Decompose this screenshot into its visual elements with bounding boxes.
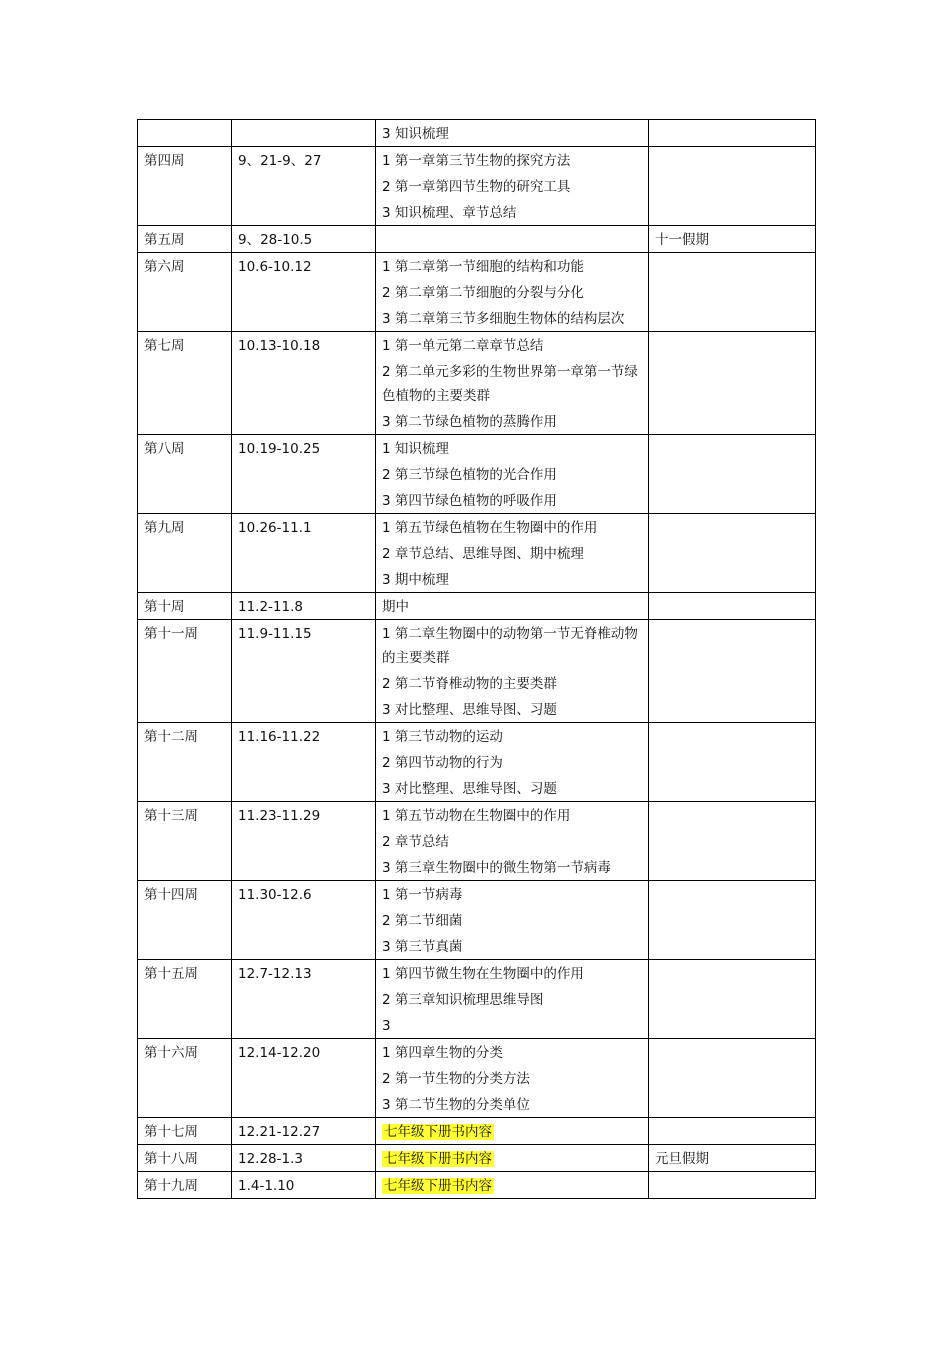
- content-line: [382, 698, 642, 722]
- table-row: [138, 435, 816, 514]
- note-cell: [649, 514, 816, 593]
- content-line: [382, 175, 642, 199]
- content-cell: [376, 1118, 649, 1145]
- content-cell: [376, 435, 649, 514]
- note-cell: [649, 332, 816, 435]
- note-cell: [649, 960, 816, 1039]
- content-line: [382, 988, 642, 1012]
- content-text: 2 章节总结: [382, 834, 449, 850]
- week-cell: 第十四周: [138, 881, 232, 960]
- date-range-cell: 11.2-11.8: [232, 593, 376, 620]
- content-text: 3 第四节绿色植物的呼吸作用: [382, 493, 557, 509]
- content-cell: [376, 332, 649, 435]
- table-row: [138, 960, 816, 1039]
- week-cell: 第七周: [138, 332, 232, 435]
- date-range-cell: 10.6-10.12: [232, 253, 376, 332]
- content-line: [382, 751, 642, 775]
- content-cell: [376, 723, 649, 802]
- date-range-cell: 10.26-11.1: [232, 514, 376, 593]
- date-range-cell: 12.21-12.27: [232, 1118, 376, 1145]
- content-text: 1 第二章生物圈中的动物第一节无脊椎动物的主要类群: [382, 626, 638, 666]
- note-cell: [649, 1172, 816, 1199]
- content-text: 1 第一章第三节生物的探究方法: [382, 153, 571, 169]
- note-cell: [649, 593, 816, 620]
- table-row: [138, 802, 816, 881]
- highlighted-text: 七年级下册书内容: [384, 1178, 492, 1194]
- content-text: 1 第五节动物在生物圈中的作用: [382, 808, 571, 824]
- week-cell: 第十六周: [138, 1039, 232, 1118]
- week-cell: 第十周: [138, 593, 232, 620]
- content-line: [382, 201, 642, 225]
- note-cell: [649, 120, 816, 147]
- date-range-cell: 10.19-10.25: [232, 435, 376, 514]
- content-text: 2 第二节脊椎动物的主要类群: [382, 676, 557, 692]
- content-line: [382, 1041, 642, 1065]
- table-row: [138, 593, 816, 620]
- content-text: 3 知识梳理: [382, 126, 449, 142]
- table-row: [138, 332, 816, 435]
- table-row: [138, 620, 816, 723]
- content-cell: [376, 802, 649, 881]
- content-line: [382, 962, 642, 986]
- table-row: [138, 1039, 816, 1118]
- content-text: 2 第二章第二节细胞的分裂与分化: [382, 285, 584, 301]
- table-row: [138, 147, 816, 226]
- week-cell: 第十三周: [138, 802, 232, 881]
- content-cell: [376, 253, 649, 332]
- table-row: [138, 723, 816, 802]
- date-range-cell: 9、21-9、27: [232, 147, 376, 226]
- date-range-cell: 1.4-1.10: [232, 1172, 376, 1199]
- content-cell: [376, 1039, 649, 1118]
- content-line: [382, 516, 642, 540]
- content-text: 3 期中梳理: [382, 572, 449, 588]
- content-text: 3 对比整理、思维导图、习题: [382, 702, 557, 718]
- week-cell: [138, 120, 232, 147]
- content-text: 2 第三章知识梳理思维导图: [382, 992, 544, 1008]
- content-text: 3: [382, 1018, 391, 1034]
- content-text: 1 第五节绿色植物在生物圈中的作用: [382, 520, 598, 536]
- content-text: 期中: [382, 599, 409, 615]
- week-cell: 第十八周: [138, 1145, 232, 1172]
- content-cell: [376, 1172, 649, 1199]
- content-line: [382, 489, 642, 513]
- content-cell: [376, 147, 649, 226]
- content-cell: [376, 960, 649, 1039]
- content-cell: [376, 881, 649, 960]
- week-cell: 第十九周: [138, 1172, 232, 1199]
- table-row: [138, 253, 816, 332]
- content-text: 2 第一章第四节生物的研究工具: [382, 179, 571, 195]
- week-cell: 第十五周: [138, 960, 232, 1039]
- content-line: [382, 568, 642, 592]
- table-row: [138, 120, 816, 147]
- content-line: [382, 255, 642, 279]
- content-text: 3 第二节生物的分类单位: [382, 1097, 530, 1113]
- table-row: [138, 1118, 816, 1145]
- highlighted-text: 七年级下册书内容: [384, 1151, 492, 1167]
- note-cell: [649, 620, 816, 723]
- content-line: [382, 1147, 642, 1171]
- date-range-cell: 12.28-1.3: [232, 1145, 376, 1172]
- content-cell: [376, 514, 649, 593]
- week-cell: 第六周: [138, 253, 232, 332]
- content-line: [382, 1120, 642, 1144]
- date-range-cell: 9、28-10.5: [232, 226, 376, 253]
- content-line: [382, 883, 642, 907]
- content-line: [382, 856, 642, 880]
- note-cell: [649, 802, 816, 881]
- content-cell: [376, 593, 649, 620]
- content-text: 1 知识梳理: [382, 441, 449, 457]
- content-line: [382, 149, 642, 173]
- content-line: [382, 909, 642, 933]
- content-line: [382, 804, 642, 828]
- note-cell: [649, 723, 816, 802]
- content-text: 2 第四节动物的行为: [382, 755, 503, 771]
- content-text: 3 对比整理、思维导图、习题: [382, 781, 557, 797]
- content-text: 3 第二节绿色植物的蒸腾作用: [382, 414, 557, 430]
- date-range-cell: 12.7-12.13: [232, 960, 376, 1039]
- content-line: [382, 307, 642, 331]
- note-cell: [649, 147, 816, 226]
- content-text: 1 第一节病毒: [382, 887, 463, 903]
- note-cell: 元旦假期: [649, 1145, 816, 1172]
- content-line: [382, 595, 642, 619]
- highlighted-text: 七年级下册书内容: [384, 1124, 492, 1140]
- table-row: [138, 514, 816, 593]
- note-cell: [649, 435, 816, 514]
- note-cell: [649, 253, 816, 332]
- content-line: [382, 410, 642, 434]
- content-text: 3 第二章第三节多细胞生物体的结构层次: [382, 311, 625, 327]
- content-cell: [376, 120, 649, 147]
- content-line: [382, 622, 642, 670]
- content-line: [382, 1093, 642, 1117]
- content-line: [382, 1067, 642, 1091]
- note-cell: [649, 1039, 816, 1118]
- table-body: [138, 120, 816, 1199]
- content-text: 1 第四节微生物在生物圈中的作用: [382, 966, 584, 982]
- note-cell: [649, 1118, 816, 1145]
- table-row: [138, 881, 816, 960]
- content-text: 1 第一单元第二章章节总结: [382, 338, 544, 354]
- content-line: [382, 777, 642, 801]
- content-line: [382, 542, 642, 566]
- content-line: [382, 463, 642, 487]
- date-range-cell: 12.14-12.20: [232, 1039, 376, 1118]
- week-cell: 第八周: [138, 435, 232, 514]
- date-range-cell: 11.23-11.29: [232, 802, 376, 881]
- content-line: [382, 437, 642, 461]
- content-text: 2 第三节绿色植物的光合作用: [382, 467, 557, 483]
- note-cell: 十一假期: [649, 226, 816, 253]
- content-cell: [376, 226, 649, 253]
- content-text: 3 知识梳理、章节总结: [382, 205, 517, 221]
- content-text: 3 第三节真菌: [382, 939, 463, 955]
- table-row: [138, 1172, 816, 1199]
- table-row: [138, 226, 816, 253]
- content-text: 2 第二节细菌: [382, 913, 463, 929]
- table-row: [138, 1145, 816, 1172]
- content-cell: [376, 1145, 649, 1172]
- content-line: [382, 360, 642, 408]
- content-text: 1 第二章第一节细胞的结构和功能: [382, 259, 584, 275]
- week-cell: 第十一周: [138, 620, 232, 723]
- date-range-cell: [232, 120, 376, 147]
- date-range-cell: 11.30-12.6: [232, 881, 376, 960]
- content-line: [382, 725, 642, 749]
- note-cell: [649, 881, 816, 960]
- content-cell: [376, 620, 649, 723]
- content-line: [382, 1174, 642, 1198]
- content-line: [382, 334, 642, 358]
- content-text: 1 第四章生物的分类: [382, 1045, 503, 1061]
- content-line: [382, 281, 642, 305]
- date-range-cell: 11.9-11.15: [232, 620, 376, 723]
- week-cell: 第九周: [138, 514, 232, 593]
- content-text: 1 第三节动物的运动: [382, 729, 503, 745]
- content-text: 2 章节总结、思维导图、期中梳理: [382, 546, 584, 562]
- content-text: 2 第二单元多彩的生物世界第一章第一节绿色植物的主要类群: [382, 364, 638, 404]
- date-range-cell: 10.13-10.18: [232, 332, 376, 435]
- week-cell: 第四周: [138, 147, 232, 226]
- week-cell: 第十二周: [138, 723, 232, 802]
- content-line: [382, 1014, 642, 1038]
- content-text: 2 第一节生物的分类方法: [382, 1071, 530, 1087]
- content-line: [382, 122, 642, 146]
- content-line: [382, 672, 642, 696]
- date-range-cell: 11.16-11.22: [232, 723, 376, 802]
- week-cell: 第五周: [138, 226, 232, 253]
- week-cell: 第十七周: [138, 1118, 232, 1145]
- content-text: 3 第三章生物圈中的微生物第一节病毒: [382, 860, 611, 876]
- content-line: [382, 935, 642, 959]
- weekly-plan-table: [137, 119, 816, 1199]
- content-line: [382, 830, 642, 854]
